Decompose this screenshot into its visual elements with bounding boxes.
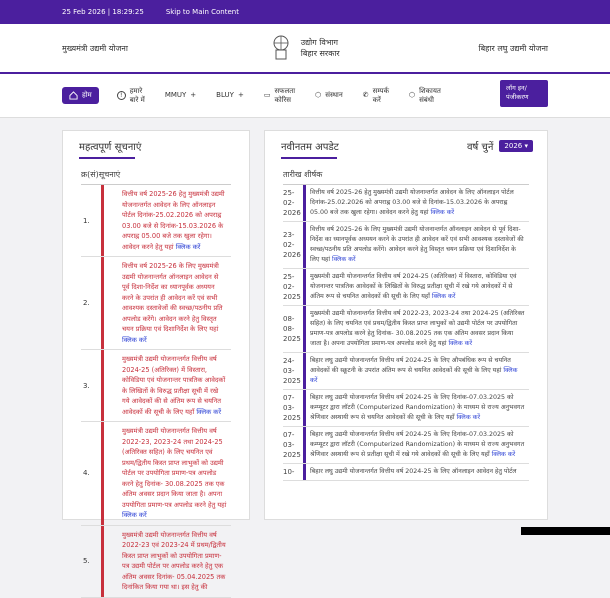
nav-sansthan[interactable]: [315, 91, 343, 100]
main-content: [0, 118, 610, 591]
table-header: क्र(सं)सूचनाएं: [81, 170, 121, 179]
nav-grievance[interactable]: [409, 87, 441, 105]
nav-mmuy[interactable]: [165, 91, 196, 100]
click-link[interactable]: क्लिक करें: [456, 414, 481, 421]
nav-bluy[interactable]: [216, 91, 244, 100]
list-item: [283, 222, 529, 269]
nav-sansthan-label: संस्थान: [325, 91, 343, 99]
nav-success-label: सफलता कोरिस: [274, 86, 296, 104]
list-item: [283, 427, 529, 464]
update-text: बिहार लघु उद्यमी योजनान्तर्गत वित्तीय वर्ष 2024-25 के लिए दिनांक-07.03.2025 को कम्प्यूटर द्वारा लॉटरी (Computerized Randomization) के माध्यम से राज्य अनुभवगत श्रेणिवार अस्थायी रूप से प्रतीक्षा सूची में रखे गये आवेदकों की सूची के लिए यहाँ: [310, 431, 525, 458]
item-number: 4.: [83, 469, 90, 478]
nav-about-label: हमारे बारे में: [129, 86, 145, 104]
nav-about[interactable]: [117, 87, 145, 105]
nav-mmuy-label: MMUY: [164, 91, 187, 99]
phone-icon: ✆: [362, 91, 369, 99]
click-link[interactable]: क्लिक करें: [196, 407, 222, 416]
item-date: 25-02-2026: [283, 189, 301, 217]
item-number: 3.: [83, 381, 90, 390]
home-icon: [69, 91, 78, 100]
skip-link[interactable]: Skip to Main Content: [165, 8, 239, 16]
list-item: [283, 390, 529, 427]
item-text: [303, 464, 529, 480]
monitor-icon: ▭: [263, 91, 271, 99]
item-number: 5.: [83, 557, 90, 565]
item-text: [303, 185, 529, 221]
panel-title: महत्वपूर्ण सूचनाएं: [79, 142, 142, 153]
item-text: [101, 422, 231, 525]
click-link[interactable]: क्लिक करें: [332, 256, 356, 263]
panel-title: नवीनतम अपडेट: [281, 142, 339, 153]
item-date: 08-08-2025: [283, 315, 301, 343]
plus-icon: +: [237, 91, 244, 99]
update-text: वित्तीय वर्ष 2025-26 के लिए मुख्यमंत्री उद्यमी योजनान्तर्गत ऑनलाइन आवेदन से पूर्व दिशा-निर्देश का ध्यानपूर्वक अध्ययन करने के उपरांत ही आवेदन करें एवं सभी आवश्यक दस्तावेजों की स्वच्छ/पठनीय प्रति अपलोड करेंगे। आवेदन करने हेतु विस्तृत चयन प्रक्रिया एवं दिशानिर्देश के लिए यहां: [310, 226, 524, 263]
item-date: 07-03-2025: [283, 431, 301, 459]
update-text: बिहार लघु उद्यमी योजनान्तर्गत वित्तीय वर्ष 2024-25 के लिए ऑनलाइन आवेदन हेतु पोर्टल: [310, 468, 517, 475]
click-link[interactable]: क्लिक करें: [122, 511, 147, 519]
click-link[interactable]: क्लिक करें: [310, 367, 518, 384]
item-text: [303, 222, 529, 268]
notice-text: वित्तीय वर्ष 2025-26 हेतु मुख्यमंत्री उद्यमी योजनान्तर्गत आवेदन के लिए ऑनलाइन पोर्टल दिनांक-25.02.2026 को अपराह्न 03.00 बजे से दिनांक-15.03.2026 के अपराह्न 05.00 बजे तक खुला रहेगा। आवेदन करने हेतु यहां: [122, 190, 225, 251]
important-notices-panel: [62, 130, 250, 591]
update-text: मुख्यमंत्री उद्यमी योजनान्तर्गत वित्तीय वर्ष 2024-25 (अतिरिक्त) में विस्तारा, कोविडिया एवं योजनान्तर पात्रतिक आवेदकों के लिखितों के विरुद्ध प्रतीक्षा सूची में रखे गये आवेदकों में से अंतिम रूप से चयनित आवेदकों की सूची के लिए यहाँ: [310, 273, 517, 300]
year-selector: [467, 139, 533, 153]
item-date: 24-03-2025: [283, 357, 301, 385]
click-link[interactable]: क्लिक करें: [430, 209, 455, 216]
item-text: [303, 390, 529, 426]
item-number: 1.: [83, 216, 90, 225]
scheme-title-left: मुख्यमंत्री उद्यमी योजना: [62, 43, 128, 53]
department-block: [267, 33, 340, 63]
item-text: [303, 306, 529, 352]
year-dropdown[interactable]: 2026 ▾: [499, 140, 533, 152]
update-text: बिहार लघु उद्यमी योजनान्तर्गत वित्तीय वर्ष 2024-25 के लिए औपबंधिक रूप से चयनित आवेदकों की स्क्रूटनी के उपरांत अंतिम रूप से चयनित आवेदकों की सूची के लिए यहां: [310, 357, 511, 374]
item-text: [101, 185, 231, 256]
item-date: 07-03-2025: [283, 394, 301, 422]
nav-home-label: होम: [82, 91, 92, 99]
click-link[interactable]: क्लिक करें: [431, 293, 456, 300]
latest-updates-panel: [264, 130, 548, 520]
list-item: [81, 185, 231, 257]
datetime: 25 Feb 2026 | 18:29:25: [62, 8, 144, 16]
nav-contact-label: सम्पर्क करें: [372, 86, 389, 104]
top-bar: [0, 0, 610, 24]
cube-icon: ⬡: [315, 91, 322, 99]
year-value: 2026: [504, 142, 523, 150]
notice-text: मुख्यमंत्री उद्यमी योजनान्तर्गत वित्तीय वर्ष 2022-23, 2023-24 तथा 2024-25 (अतिरिक्त सहित) के लिए चयनित एवं प्रथम/द्वितीय किस्त प्राप्त लाभुकों को उद्यमी पोर्टल पर उपयोगिता प्रमाण-पत्र अपलोड करने हेतु दिनांक- 30.08.2025 तक एक अंतिम अवसर प्रदान किया जाता है। अपना उपयोगिता प्रमाण-पत्र अपलोड करने हेतु यहां: [122, 427, 227, 509]
list-item: [283, 464, 529, 481]
list-item: [283, 185, 529, 222]
info-icon: !: [117, 91, 126, 100]
nav-home[interactable]: [62, 87, 99, 104]
item-text: [303, 269, 529, 305]
list-item: [283, 306, 529, 353]
list-item: [81, 257, 231, 350]
scheme-title-right: बिहार लघु उद्यमी योजना: [478, 43, 548, 53]
year-label: वर्ष चुनें: [467, 142, 494, 153]
item-text: [101, 526, 231, 597]
click-link[interactable]: क्लिक करें: [122, 335, 147, 344]
government-name: बिहार सरकार: [300, 49, 340, 58]
item-text: [101, 350, 231, 421]
update-text: वित्तीय वर्ष 2025-26 हेतु मुख्यमंत्री उद्यमी योजनान्तर्गत आवेदन के लिए ऑनलाइन पोर्टल दिनांक-25.02.2026 को अपराह्न 03.00 बजे से दिनांक-15.03.2026 के अपराह्न 05.00 बजे तक खुला रहेगा। आवेदन करने हेतु यहां: [310, 189, 514, 216]
item-text: [303, 353, 529, 389]
nav-contact[interactable]: [363, 87, 389, 105]
notices-list: [81, 184, 231, 598]
list-item: [81, 350, 231, 422]
department-name: उद्योग विभाग: [300, 38, 339, 47]
click-link[interactable]: क्लिक करें: [448, 340, 473, 347]
updates-list: [283, 184, 529, 481]
nav-success[interactable]: [264, 87, 295, 105]
nav-bluy-label: BLUY: [216, 91, 234, 99]
click-link[interactable]: क्लिक करें: [491, 451, 516, 458]
item-number: 2.: [83, 299, 90, 307]
update-text: बिहार लघु उद्यमी योजनान्तर्गत वित्तीय वर्ष 2024-25 के लिए दिनांक-07.03.2025 को कम्प्यूटर द्वारा लॉटरी (Computerized Randomization) के माध्यम से राज्य अनुभवगत श्रेणिवार अस्थायी रूप से चयनित आवेदकों की सूची के लिए यहाँ: [310, 394, 525, 421]
table-header: तारीख शीर्षक: [283, 170, 323, 179]
click-link[interactable]: क्लिक करें: [175, 242, 201, 251]
item-date: 10-: [283, 468, 295, 476]
bihar-emblem-icon: [267, 33, 295, 63]
item-date: 23-02-2026: [283, 231, 301, 259]
plus-icon: +: [190, 91, 197, 99]
site-header: [0, 24, 610, 72]
notice-text: वित्तीय वर्ष 2025-26 के लिए मुख्यमंत्री उद्यमी योजनान्तर्गत ऑनलाइन आवेदन से पूर्व दिशा-निर्देश का ध्यानपूर्वक अध्ययन करने के उपरांत ही आवेदन करें एवं सभी आवश्यक दस्तावेजों की स्वच्छ/पठनीय प्रति अपलोड करेंगे। आवेदन करने हेतु विस्तृत चयन प्रक्रिया एवं दिशानिर्देश के लिए यहां: [122, 262, 223, 333]
login-button[interactable]: लॉग इन/ पंजीकरण: [500, 80, 548, 107]
overlay-bar: [521, 527, 610, 535]
item-text: [101, 257, 231, 349]
update-text: मुख्यमंत्री उद्यमी योजनान्तर्गत वित्तीय वर्ष 2022-23, 2023-24 तथा 2024-25 (अतिरिक्त सहित) के लिए चयनित एवं प्रथम/द्वितीय किस्त प्राप्त लाभुकों को उद्यमी पोर्टल पर उपयोगिता प्रमाण-पत्र अपलोड करने हेतु दिनांक- 30.08.2025 तक एक अंतिम अवसर प्रदान किया जाता है। अपना उपयोगिता प्रमाण-पत्र अपलोड करने हेतु यहां: [310, 310, 525, 347]
item-text: [303, 427, 529, 463]
notice-text: मुख्यमंत्री उद्यमी योजनान्तर्गत वित्तीय वर्ष 2024-25 (अतिरिक्त) में विस्तारा, कोविडिया एवं योजनान्तर पात्रतिक आवेदकों के लिखितों के विरुद्ध प्रतीक्षा सूची में रखे गये आवेदकों की से अंतिम रूप से चयनित आवेदकों की सूची के लिए यहाँ: [122, 355, 226, 416]
nav-grievance-label: शिकायत संबंधी: [419, 86, 441, 104]
list-item: [283, 269, 529, 306]
list-item: [283, 353, 529, 390]
cube-icon: ⬡: [408, 91, 416, 99]
notice-text: मुख्यमंत्री उद्यमी योजनान्तर्गत वित्तीय वर्ष 2022-23 एवं 2023-24 में प्रथम/द्वितीय किस्त प्राप्त लाभुकों को उपयोगिता प्रमाण-पत्र उद्यमी पोर्टल पर अपलोड करने हेतु एक अंतिम अवसर दिनांक- 05.04.2025 तक दिनांकित किया गया था। इस हेतु की: [122, 530, 226, 591]
list-item: [81, 422, 231, 526]
list-item: [81, 526, 231, 598]
item-date: 25-02-2025: [283, 273, 301, 301]
main-nav: [0, 72, 610, 118]
